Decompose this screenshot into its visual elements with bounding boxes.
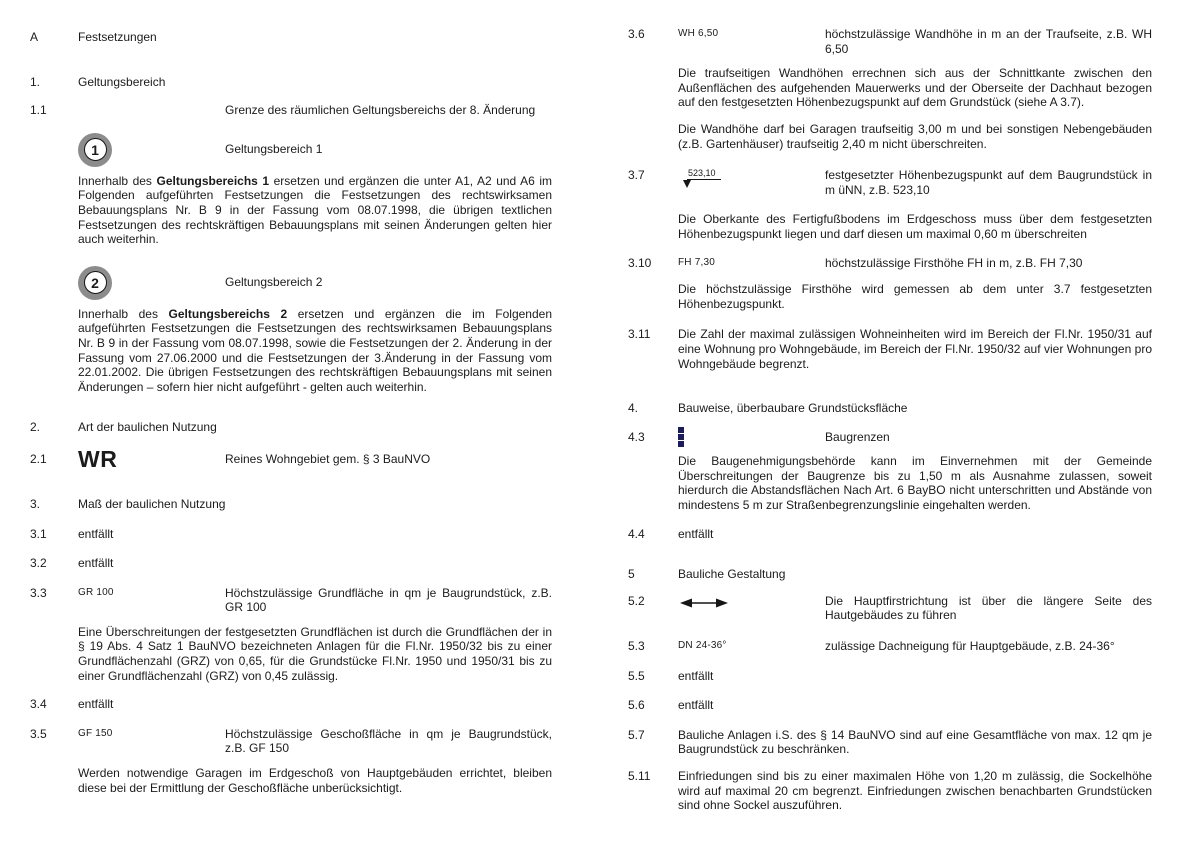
plan-symbol-label: DN 24-36° bbox=[678, 640, 727, 652]
item-number: 5.3 bbox=[628, 639, 645, 654]
baugrenze-dashed-box-symbol bbox=[678, 427, 684, 447]
district-circle-icon bbox=[78, 266, 112, 300]
paragraph-fertigfussboden: Die Oberkante des Fertigfußbodens im Erdgeschoss muss über dem festgesetzten Höhenbezugspunkt liegen und darf diesen um maximal 0,60 m überschreiten bbox=[678, 212, 1152, 241]
item-label: entfällt bbox=[678, 526, 714, 541]
section-number: 5 bbox=[628, 567, 635, 582]
item-number: 5.7 bbox=[628, 727, 645, 742]
paragraph-garagen: Werden notwendige Garagen im Erdgeschoß von Hauptgebäuden errichtet, bleiben diese bei der Ermittlung der Geschoßfläche unberücksichtigt. bbox=[78, 766, 552, 795]
item-row-5-7 bbox=[628, 728, 1152, 757]
plan-symbol-label: FH 7,30 bbox=[678, 256, 715, 268]
section-title: Bauliche Gestaltung bbox=[678, 567, 786, 582]
plan-symbol-label: GF 150 bbox=[78, 727, 113, 739]
paragraph-bauliche-anlagen: Bauliche Anlagen i.S. des § 14 BauNVO sind auf eine Gesamtfläche von max. 12 qm je Baugrundstück zu beschränken. bbox=[678, 727, 1152, 757]
paragraph-text: Innerhalb des bbox=[78, 306, 169, 321]
item-number-empty bbox=[30, 266, 78, 300]
item-description: Grenze des räumlichen Geltungsbereichs der 8. Änderung bbox=[225, 103, 536, 118]
item-row-5-3 bbox=[628, 639, 1152, 654]
item-number: 3.6 bbox=[628, 27, 645, 41]
item-description: höchstzulässige Wandhöhe in m an der Traufseite, z.B. WH 6,50 bbox=[825, 27, 1152, 56]
item-number: 4.4 bbox=[628, 526, 645, 541]
item-row-3-6 bbox=[628, 27, 1152, 56]
item-number: 3.2 bbox=[30, 556, 47, 571]
section-heading-a bbox=[30, 30, 552, 45]
section-title: Festsetzungen bbox=[78, 30, 157, 44]
item-row-5-11 bbox=[628, 769, 1152, 813]
item-row-5-5 bbox=[628, 669, 1152, 684]
firstrichtung-double-arrow-icon bbox=[678, 597, 730, 609]
item-description: festgesetzter Höhenbezugspunkt auf dem Baugrundstück in m üNN, z.B. 523,10 bbox=[825, 168, 1152, 197]
item-row-3-10 bbox=[628, 256, 1152, 271]
left-column bbox=[30, 30, 552, 795]
symbol-cell bbox=[678, 168, 825, 197]
item-number: 5.5 bbox=[628, 668, 645, 683]
paragraph-wandhoehen: Die traufseitigen Wandhöhen errechnen sich aus der Schnittkante zwischen den Außenflächen des aufgehenden Mauerwerks und der Oberseite der Dachhaut bezogen auf den festgesetzten Höhenbezugspunkt auf dem Grundstück (siehe A 3.7). bbox=[678, 66, 1152, 110]
circle-number: 2 bbox=[84, 271, 107, 294]
paragraph-text: ersetzen und ergänzen die im Folgenden aufgeführten Festsetzungen die Festsetzungen des rechtswirksamen Bebauungsplans Nr. B 9 in der Fassung vom 08.07.1998, sowie die Festsetzungen der 2. Änderung in der Fassung vom 27.06.2000 und die Festsetzungen der 3.Änderung in der Fassung vom 22.01.2002. Die übrigen Festsetzungen des rechtskräftigen Bebauungsplans mit seinen Änderungen – sofern hier nicht aufgeführt - gelten auch weiterhin. bbox=[78, 306, 553, 394]
item-row-3-2 bbox=[30, 556, 552, 571]
item-row-4-4 bbox=[628, 527, 1152, 542]
section-title: Maß der baulichen Nutzung bbox=[78, 496, 226, 511]
item-number: 2.1 bbox=[30, 451, 47, 466]
item-description: Höchstzulässige Grundfläche in qm je Baugrundstück, z.B. GR 100 bbox=[225, 585, 552, 615]
paragraph-grundflaeche: Eine Überschreitungen der festgesetzten Grundflächen ist durch die Grundflächen der in § 19 Abs. 4 Satz 1 BauNVO bezeichneten Anlagen für die Fl.Nr. 1950/32 bis zu einer Grundflächenzahl (GRZ) von 0,65, für die Grundstücke Fl.Nr. 1950 und 1950/31 bis zu einer Grundflächenzahl (GRZ) von 0,45 zulässig. bbox=[78, 624, 552, 683]
item-row-1-1 bbox=[30, 103, 552, 118]
item-description: Geltungsbereich 1 bbox=[225, 142, 323, 157]
district-circle-icon bbox=[78, 133, 112, 167]
item-row-geltungsbereich-1 bbox=[30, 133, 552, 167]
item-description: Reines Wohngebiet gem. § 3 BauNVO bbox=[225, 451, 431, 466]
symbol-cell bbox=[78, 103, 225, 118]
item-number: 5.2 bbox=[628, 593, 645, 608]
item-description: Die Hauptfirstrichtung ist über die längere Seite des Hautgebäudes zu führen bbox=[825, 593, 1152, 623]
section-number: 4. bbox=[628, 401, 639, 416]
paragraph-garagen-wandhoehe: Die Wandhöhe darf bei Garagen traufseitig 3,00 m und bei sonstigen Nebengebäuden (z.B. Gartenhäuser) traufseitig 2,40 m nicht überschreiten. bbox=[678, 121, 1152, 151]
symbol-cell bbox=[678, 594, 825, 623]
item-number-empty bbox=[30, 133, 78, 167]
item-row-5-2 bbox=[628, 594, 1152, 623]
symbol-cell bbox=[78, 133, 225, 167]
item-label: entfällt bbox=[678, 698, 714, 713]
paragraph-text: ersetzen und ergänzen die unter A1, A2 und A6 im Folgenden aufgeführten Festsetzungen die Festsetzungen des rechtswirksamen Bebauungsplans Nr. B 9 in der Fassung vom 08.07.1998, die übrigen textlichen Festsetzungen des rechtskräftigen Bebauungsplans mit seinen Änderungen gelten hier auch weiterhin. bbox=[78, 173, 552, 247]
paragraph-bold-text: Geltungsbereichs 2 bbox=[168, 306, 288, 321]
wr-zone-label: WR bbox=[78, 445, 118, 472]
item-row-5-6 bbox=[628, 698, 1152, 713]
paragraph-geltungsbereich-1 bbox=[30, 174, 552, 247]
section-heading-4 bbox=[628, 401, 1152, 416]
plan-symbol-label: GR 100 bbox=[78, 586, 114, 598]
item-description: zulässige Dachneigung für Hauptgebäude, z.B. 24-36° bbox=[825, 639, 1115, 654]
paragraph-wohneinheiten: Die Zahl der maximal zulässigen Wohneinheiten wird im Bereich der Fl.Nr. 1950/31 auf eine Wohnung pro Wohngebäude, im Bereich der Fl.Nr. 1950/32 auf vier Wohnungen pro Wohngebäude begrenzt. bbox=[678, 327, 1152, 371]
circle-number: 1 bbox=[84, 138, 107, 161]
section-letter: A bbox=[30, 30, 39, 44]
paragraph-baugenehmigung: Die Baugenehmigungsbehörde kann im Einvernehmen mit der Gemeinde Überschreitungen der Baugrenze bis zu 1,50 m als Ausnahme zulassen, soweit hierdurch die Abstandsflächen Nach Art. 6 BayBO nicht unterschritten und Abstände von mindestens 5 m zur Straßenbegrenzungslinie eingehalten werden. bbox=[678, 454, 1152, 513]
section-heading-1 bbox=[30, 75, 552, 90]
item-row-3-5 bbox=[30, 727, 552, 756]
paragraph-einfriedungen: Einfriedungen sind bis zu einer maximalen Höhe von 1,20 m zulässig, die Sockelhöhe wird auf maximal 20 cm begrenzt. Einfriedungen zwischen benachbarten Grundstücken sind ohne Sockel auszuführen. bbox=[678, 769, 1152, 813]
item-number: 3.3 bbox=[30, 585, 47, 600]
paragraph-firsthoehe: Die höchstzulässige Firsthöhe wird gemessen ab dem unter 3.7 festgesetzten Höhenbezugspunkt. bbox=[678, 282, 1152, 311]
item-row-3-7 bbox=[628, 168, 1152, 197]
item-row-3-3 bbox=[30, 586, 552, 615]
item-row-2-1 bbox=[30, 447, 552, 471]
paragraph-text: Innerhalb des bbox=[78, 173, 157, 188]
item-label: entfällt bbox=[78, 556, 114, 571]
right-column bbox=[628, 27, 1152, 813]
section-heading-2 bbox=[30, 420, 552, 435]
item-row-4-3 bbox=[628, 430, 1152, 445]
section-number: 2. bbox=[30, 420, 41, 435]
paragraph-geltungsbereich-2 bbox=[30, 307, 552, 395]
section-title: Bauweise, überbaubare Grundstücksfläche bbox=[678, 401, 908, 416]
item-row-3-4 bbox=[30, 697, 552, 712]
item-number: 5.11 bbox=[628, 769, 651, 783]
item-description: Baugrenzen bbox=[825, 429, 890, 444]
item-number: 3.4 bbox=[30, 697, 47, 712]
symbol-cell bbox=[78, 266, 225, 300]
elevation-value: 523,10 bbox=[687, 168, 721, 180]
section-heading-3 bbox=[30, 497, 552, 512]
item-row-geltungsbereich-2 bbox=[30, 266, 552, 300]
item-number: 3.7 bbox=[628, 168, 645, 183]
section-title: Geltungsbereich bbox=[78, 74, 166, 89]
symbol-cell bbox=[678, 430, 825, 445]
triangle-down-icon bbox=[683, 180, 691, 188]
item-label: entfällt bbox=[78, 697, 114, 712]
item-label: entfällt bbox=[678, 668, 714, 683]
item-row-3-11 bbox=[628, 327, 1152, 371]
section-number: 3. bbox=[30, 496, 41, 511]
section-number: 1. bbox=[30, 74, 41, 89]
item-number: 3.1 bbox=[30, 526, 47, 541]
paragraph-bold-text: Geltungsbereichs 1 bbox=[156, 173, 270, 188]
item-number: 4.3 bbox=[628, 429, 645, 444]
item-number: 5.6 bbox=[628, 698, 645, 713]
plan-symbol-label: WH 6,50 bbox=[678, 28, 719, 39]
item-description: Geltungsbereich 2 bbox=[225, 275, 323, 290]
item-number: 3.11 bbox=[628, 327, 651, 342]
item-number: 1.1 bbox=[30, 103, 47, 118]
item-description: höchstzulässige Firsthöhe FH in m, z.B. FH 7,30 bbox=[825, 255, 1083, 270]
item-label: entfällt bbox=[78, 526, 114, 541]
section-title: Art der baulichen Nutzung bbox=[78, 420, 217, 435]
section-heading-5 bbox=[628, 567, 1152, 582]
item-row-3-1 bbox=[30, 527, 552, 542]
item-number: 3.5 bbox=[30, 726, 47, 741]
item-number: 3.10 bbox=[628, 255, 652, 270]
item-description: Höchstzulässige Geschoßfläche in qm je Baugrundstück, z.B. GF 150 bbox=[225, 726, 552, 756]
